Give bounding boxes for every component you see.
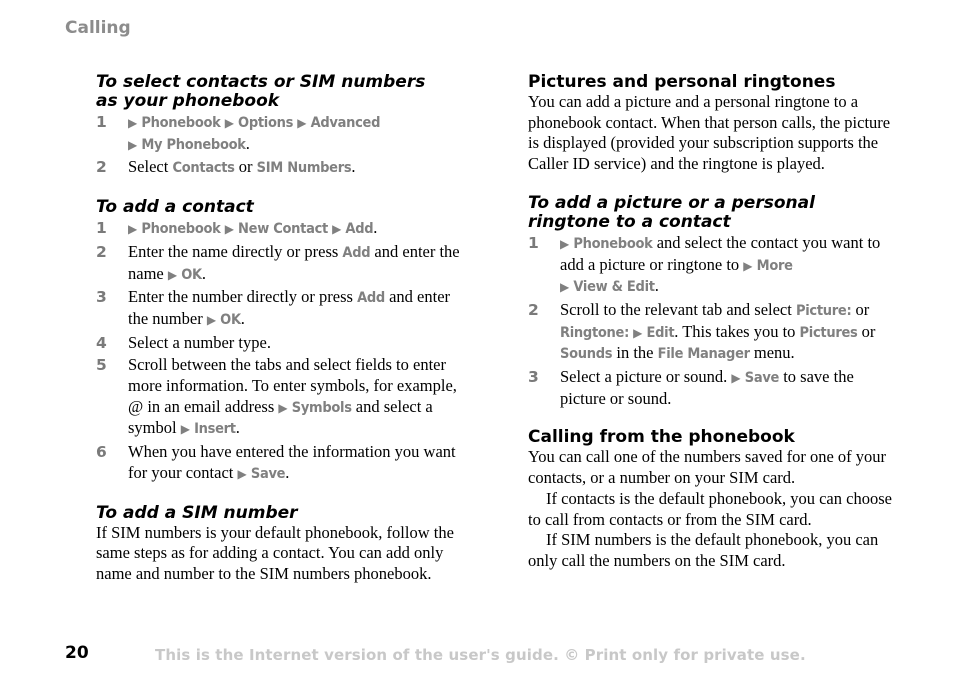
keyword: Symbols [291, 399, 352, 416]
add-picture-section [528, 194, 902, 410]
keyword: OK [181, 266, 202, 283]
arrow-icon: ▶ [332, 222, 342, 237]
keyword: Pictures [799, 324, 858, 341]
page-number: 20 [65, 643, 89, 663]
add-contact-section [96, 198, 471, 484]
add-sim-section [96, 504, 471, 585]
section-header: Calling [65, 18, 131, 38]
calling-phonebook-heading: Calling from the phonebook [528, 427, 795, 448]
calling-phonebook-section [528, 428, 902, 571]
keyword: Advanced [310, 115, 381, 131]
keyword: Phonebook [141, 115, 221, 131]
arrow-icon: ▶ [731, 371, 741, 386]
select-contacts-section [96, 73, 471, 179]
arrow-icon: ▶ [237, 466, 247, 481]
keyword: Phonebook [573, 235, 653, 252]
pictures-section [528, 73, 902, 175]
calling-p3: If SIM numbers is the default phonebook, you can only call the numbers on the SIM card. [528, 530, 879, 570]
arrow-icon: ▶ [180, 422, 190, 437]
left-column [96, 73, 471, 604]
keyword: Ringtone: [560, 324, 630, 341]
step-3: 3 Select a picture or sound. ▶ Save to save the picture or sound. [528, 367, 854, 408]
keyword: SIM Numbers [256, 160, 352, 177]
arrow-icon: ▶ [167, 267, 178, 282]
select-contacts-heading: To select contacts or SIM numbers as your phonebook [96, 72, 426, 111]
arrow-icon: ▶ [128, 137, 138, 152]
step-1: 1 ▶ Phonebook and select the contact you want to add a picture or ringtone to ▶ More ▶ View & Edit. [528, 232, 881, 296]
arrow-icon: ▶ [560, 236, 570, 251]
keyword: OK [220, 311, 241, 328]
keyword: Options [238, 115, 294, 131]
pictures-body: You can add a picture and a personal ringtone to a phonebook contact. When that person calls, the picture is displayed (provided your subscription supports the Caller ID service) and the ringtone is played. [528, 92, 891, 174]
keyword: Sounds [560, 346, 613, 363]
arrow-icon: ▶ [128, 116, 138, 130]
step-6: 6 When you have entered the information you want for your contact ▶ Save. [96, 442, 456, 482]
keyword: Contacts [172, 160, 235, 177]
step-4: 4 Select a number type. [96, 332, 271, 352]
keyword: Insert [194, 421, 236, 438]
keyword: My Phonebook [141, 136, 246, 153]
step-3: 3 Enter the number directly or press Add and enter the number ▶ OK. [96, 287, 451, 328]
add-sim-heading: To add a SIM number [96, 502, 298, 523]
keyword: View & Edit [573, 279, 655, 296]
arrow-icon: ▶ [224, 116, 234, 130]
keyword: Add [345, 221, 374, 238]
arrow-icon: ▶ [206, 312, 217, 327]
arrow-icon: ▶ [224, 222, 234, 237]
keyword: Add [357, 290, 385, 307]
keyword: Save [250, 465, 286, 482]
add-sim-body: If SIM numbers is your default phonebook, follow the same steps as for adding a contact. You can add only name and number to the SIM numbers phonebook. [96, 522, 454, 583]
arrow-icon: ▶ [560, 280, 570, 295]
keyword: Add [342, 244, 371, 261]
keyword: Picture: [795, 302, 852, 319]
right-column [528, 73, 902, 591]
arrow-icon: ▶ [297, 116, 307, 130]
keyword: More [756, 257, 793, 274]
add-picture-heading: To add a picture or a personal ringtone to a contact [528, 192, 815, 232]
keyword: Save [744, 370, 780, 387]
step-2: 2 Enter the name directly or press Add and enter the name ▶ OK. [96, 241, 460, 283]
calling-p2: If contacts is the default phonebook, you can choose to call from contacts or from the SIM card. [528, 488, 892, 529]
step-1: 1 ▶ Phonebook ▶ Options ▶ Advanced ▶ My Phonebook. [96, 113, 381, 153]
add-contact-heading: To add a contact [96, 197, 254, 218]
step-1: 1 ▶ Phonebook ▶ New Contact ▶ Add. [96, 218, 378, 238]
arrow-icon: ▶ [743, 258, 753, 273]
footer-note: This is the Internet version of the user's guide. © Print only for private use. [155, 646, 806, 664]
keyword: Edit [646, 324, 675, 341]
pictures-heading: Pictures and personal ringtones [528, 72, 836, 92]
arrow-icon: ▶ [128, 222, 138, 237]
keyword: File Manager [657, 346, 750, 363]
arrow-icon: ▶ [278, 400, 288, 415]
calling-p1: You can call one of the numbers saved for one of your contacts, or a number on your SIM card. [528, 447, 887, 488]
keyword: Phonebook [141, 221, 221, 238]
step-2: 2 Scroll to the relevant tab and select Picture: or Ringtone: ▶ Edit. This takes you to Pictures or Sounds in the File Manager menu. [528, 299, 876, 363]
keyword: New Contact [238, 221, 328, 238]
arrow-icon: ▶ [633, 325, 643, 340]
step-2: 2 Select Contacts or SIM Numbers. [96, 157, 356, 177]
step-5: 5 Scroll between the tabs and select fields to enter more information. To enter symbols, for example, @ in an email address ▶ Symbols and select a symbol ▶ Insert. [96, 355, 457, 438]
